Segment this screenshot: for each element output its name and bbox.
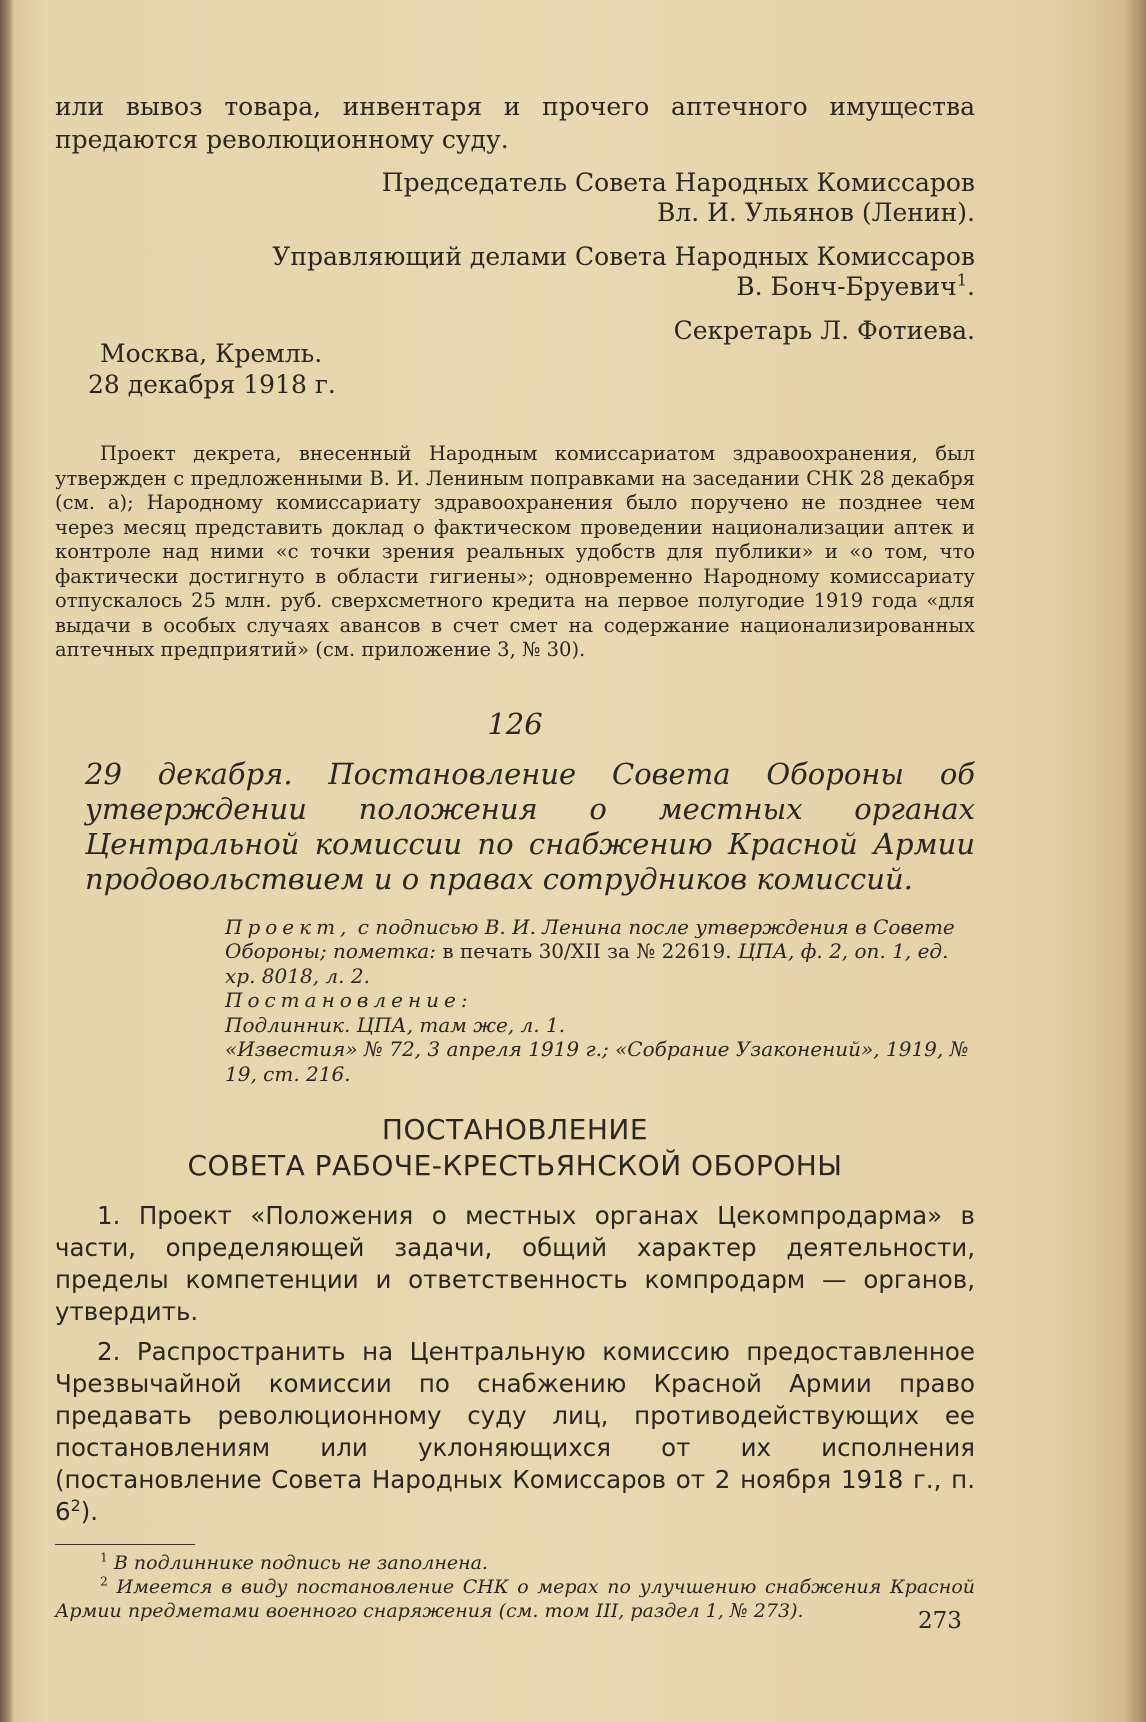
resolution-paragraph-2-text: 2. Распространить на Центральную комиссию предоставленное Чрезвычайной комиссии по снабжению Красной Армии право предавать революционному суду лиц, противодействующих ее постановлениям или уклоняющихся от их исполнения (постановление Совета Народных Комиссаров от 2 ноября 1918 г., п. 6 [55,1337,975,1526]
top-fragment: или вывоз товара, инвентаря и прочего аптечного имущества предаются революционному суду. [55,92,975,154]
place-date [88,338,975,400]
page-content [55,90,975,1623]
page-edge [1124,0,1146,1722]
footnote-1-text: В подлиннике подпись не заполнена. [107,1552,488,1574]
resolution-paragraph-1: 1. Проект «Положения о местных органах Цекомпродарма» в части, определяющей задачи, общий характер деятельности, пределы компетенции и ответственность компродарм — органов, утвердить. [55,1201,975,1326]
editorial-note: Проект декрета, внесенный Народным комиссариатом здравоохранения, был утвержден с предложенными В. И. Лениным поправками на заседании СНК 28 декабря (см. а); Народному комиссариату здравоохранения было поручено не позднее чем через месяц представить доклад о фактическом проведении национализации аптек и контроле над ними «с точки зрения реальных удобств для публики» и «о том, что фактически достигнуто в области гигиены»; одновременно Народному комиссариату отпускалось 25 млн. руб. сверхсметного кредита на первое полугодие 1919 года «для выдачи в особых случаях авансов в счет смет на содержание национализированных аптечных предприятий» (см. приложение 3, № 30). [55,442,975,661]
manager-name-end: . [967,272,975,301]
page-number: 273 [918,1608,962,1634]
source-project [225,915,975,989]
source-project-archive: ЦПА, ф. 2, оп. 1, ед. хр. 8018, л. 2. [225,939,949,988]
resolution-paragraph-2-end: ). [80,1497,99,1526]
source-references [225,915,975,1087]
footnote-divider [55,1544,195,1545]
source-original: Подлинник. ЦПА, там же, л. 1. [225,1012,566,1037]
footnote-1 [55,1551,975,1575]
footnote-mark: 1 [956,270,968,290]
document-number: 126 [487,706,543,741]
source-resolution-label: Постановление: [225,988,473,1012]
date: 28 декабря 1918 г. [88,370,336,399]
chairman-title: Председатель Совета Народных Комиссаров [381,168,975,197]
source-project-label: Проект, [225,914,352,939]
secretary-signature: Секретарь Л. Фотиева. [673,316,975,345]
footnote-2-mark: 2 [100,1574,108,1589]
manager-name [55,272,975,302]
footnote-mark: 2 [70,1495,81,1515]
manager-title: Управляющий делами Совета Народных Комиссаров [272,242,975,271]
resolution-heading: ПОСТАНОВЛЕНИЕ [381,1113,649,1146]
place: Москва, Кремль. [100,339,323,368]
signature-block [55,168,975,346]
resolution-paragraph-2 [55,1336,975,1528]
manager-name-text: В. Бонч-Бруевич [736,272,957,301]
source-publication: «Известия» № 72, 3 апреля 1919 г.; «Собрание Узаконений», 1919, № 19, ст. 216. [225,1037,969,1086]
source-project-mark: в печать 30/XII за № 22619. [435,939,732,963]
footnote-2 [55,1575,975,1623]
chairman-name: Вл. И. Ульянов (Ленин). [656,198,975,227]
resolution-subheading: СОВЕТА РАБОЧЕ-КРЕСТЬЯНСКОЙ ОБОРОНЫ [187,1149,843,1182]
book-spine [0,0,14,1722]
footnote-2-text: Имеется в виду постановление СНК о мерах по улучшению снабжения Красной Армии предметами военного снаряжения (см. том III, раздел 1, № 273). [55,1576,975,1622]
source-project-text: с подписью В. И. Ленина после утверждения в Совете Обороны; пометка: [225,914,955,963]
document-title: 29 декабря. Постановление Совета Обороны об утверждении положения о местных органах Центральной комиссии по снабжению Красной Армии продовольствием и о правах сотрудников комиссий. [85,756,975,896]
footnote-1-mark: 1 [100,1550,108,1565]
